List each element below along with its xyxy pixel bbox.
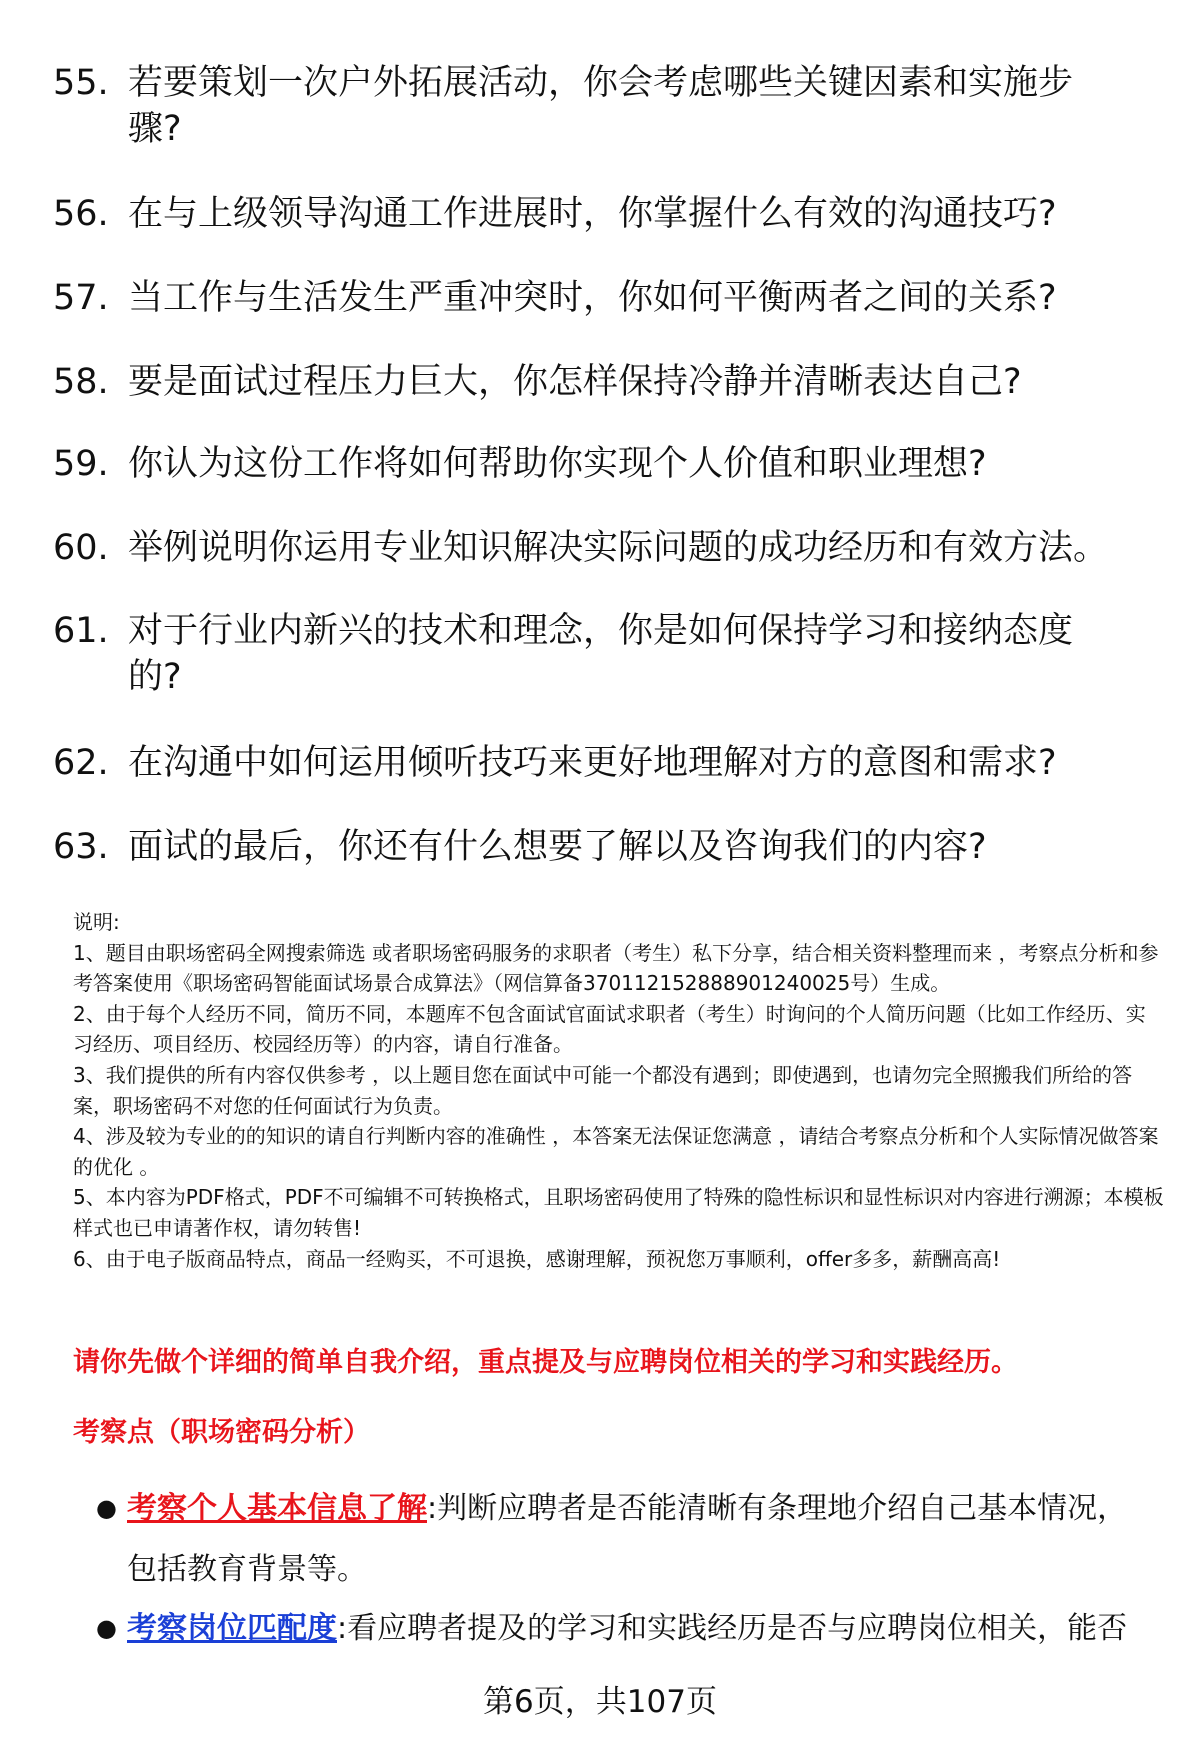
- question-text: 对于行业内新兴的技术和理念，你是如何保持学习和接纳态度的?: [128, 611, 1074, 697]
- bullet-separator: :: [337, 1611, 348, 1646]
- question-text: 要是面试过程压力巨大，你怎样保持冷静并清晰表达自己?: [128, 362, 1022, 402]
- note-item: 3、我们提供的所有内容仅供参考 ，以上题目您在面试中可能一个都没有遇到；即使遇到，也请勿完全照搬我们所给的答案，职场密码不对您的任何面试行为负责。: [73, 1062, 1133, 1118]
- question-number: 62.: [53, 743, 109, 783]
- notes-title: 说明:: [73, 910, 120, 934]
- question-item: [53, 359, 1133, 405]
- question-item: [53, 60, 1133, 152]
- page-number: 第6页，共107页: [483, 1684, 717, 1720]
- bullet-text: 判断应聘者是否能清晰有条理地介绍自己基本情况，包括教育背景等。: [127, 1491, 1128, 1587]
- bullet-keyword: 考察岗位匹配度: [127, 1611, 337, 1646]
- question-number: 56.: [53, 194, 109, 234]
- question-item: [53, 824, 1133, 870]
- question-item: [53, 608, 1133, 700]
- question-text: 面试的最后，你还有什么想要了解以及咨询我们的内容?: [128, 827, 987, 867]
- question-item: [53, 275, 1133, 321]
- note-item: 6、由于电子版商品特点，商品一经购买，不可退换，感谢理解，预祝您万事顺利，offer多多，薪酬高高!: [73, 1246, 1001, 1271]
- note-item: 2、由于每个人经历不同，简历不同，本题库不包含面试官面试求职者（考生）时询问的个人简历问题（比如工作经历、实习经历、项目经历、校园经历等）的内容，请自行准备。: [73, 1001, 1146, 1057]
- bullet-keyword: 考察个人基本信息了解: [127, 1491, 427, 1526]
- interview-question-heading: 请你先做个详细的简单自我介绍，重点提及与应聘岗位相关的学习和实践经历。: [73, 1347, 1018, 1378]
- notes-section: [73, 907, 1165, 1274]
- question-number: 55.: [53, 63, 109, 103]
- question-text: 当工作与生活发生严重冲突时，你如何平衡两者之间的关系?: [128, 278, 1057, 318]
- question-item: [53, 441, 1133, 487]
- analysis-bullet: [96, 1598, 1156, 1659]
- analysis-bullet: [96, 1478, 1156, 1600]
- question-item: [53, 740, 1133, 786]
- question-text: 若要策划一次户外拓展活动，你会考虑哪些关键因素和实施步骤?: [128, 63, 1074, 149]
- question-number: 57.: [53, 278, 109, 318]
- analysis-heading: 考察点（职场密码分析）: [73, 1417, 370, 1448]
- note-item: 1、题目由职场密码全网搜索筛选 或者职场密码服务的求职者（考生）私下分享，结合相关资料整理而来 ，考察点分析和参考答案使用《职场密码智能面试场景合成算法》（网信算备370112152888901240025号）生成。: [73, 940, 1159, 996]
- question-item: [53, 191, 1133, 237]
- question-item: [53, 525, 1133, 571]
- question-text: 在与上级领导沟通工作进展时，你掌握什么有效的沟通技巧?: [128, 194, 1057, 234]
- bullet-text: 看应聘者提及的学习和实践经历是否与应聘岗位相关，能否: [347, 1611, 1128, 1646]
- bullet-separator: :: [427, 1491, 438, 1526]
- question-text: 你认为这份工作将如何帮助你实现个人价值和职业理想?: [128, 444, 987, 484]
- note-item: 4、涉及较为专业的的知识的请自行判断内容的准确性 ，本答案无法保证您满意 ，请结合考察点分析和个人实际情况做答案的优化 。: [73, 1124, 1159, 1179]
- question-text: 在沟通中如何运用倾听技巧来更好地理解对方的意图和需求?: [128, 743, 1057, 783]
- note-item: 5、本内容为PDF格式，PDF不可编辑不可转换格式，且职场密码使用了特殊的隐性标识和显性标识对内容进行溯源；本模板样式也已申请著作权，请勿转售!: [73, 1185, 1164, 1240]
- question-number: 60.: [53, 528, 109, 568]
- bullet-icon: ●: [96, 1614, 117, 1642]
- bullet-icon: ●: [96, 1494, 117, 1522]
- question-number: 63.: [53, 827, 109, 867]
- question-number: 59.: [53, 444, 109, 484]
- question-number: 58.: [53, 362, 109, 402]
- question-text: 举例说明你运用专业知识解决实际问题的成功经历和有效方法。: [128, 528, 1109, 568]
- question-number: 61.: [53, 611, 109, 651]
